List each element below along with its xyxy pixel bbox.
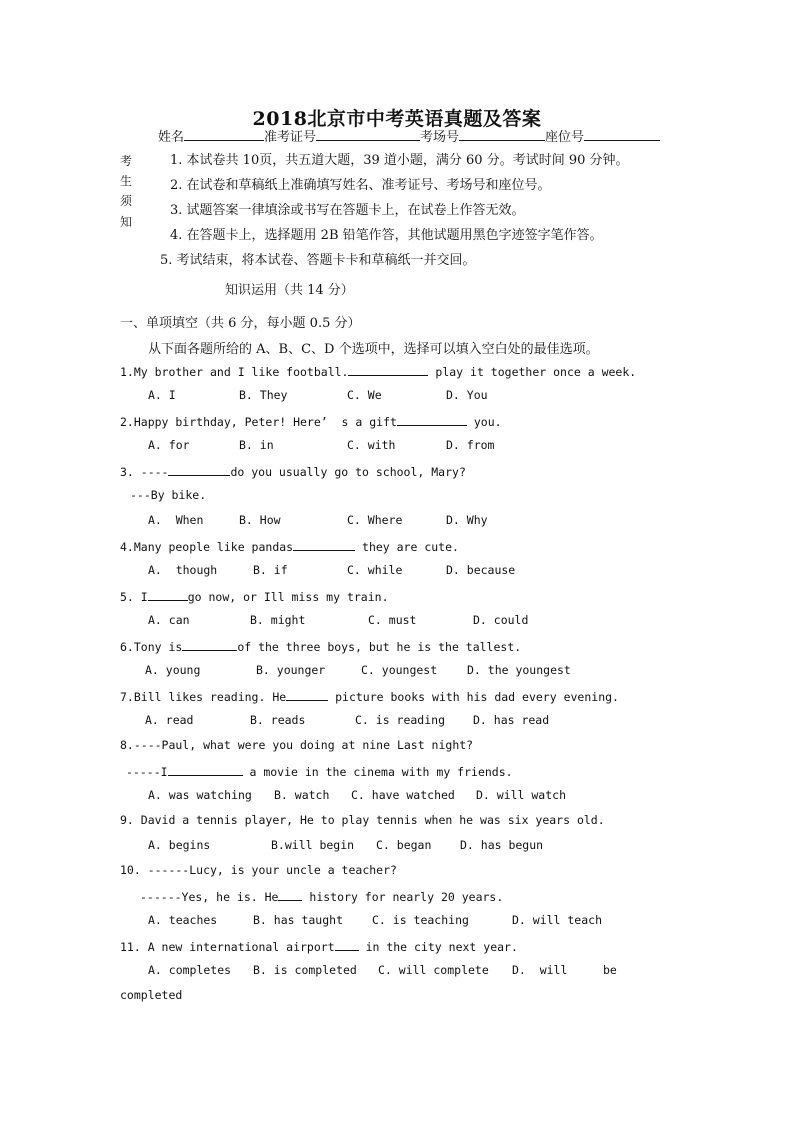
notice-item: 5. 考试结束，将本试卷、答题卡卡和草稿纸一并交回。: [160, 253, 476, 268]
option-a[interactable]: A. When: [148, 513, 204, 527]
page-title: 2018北京市中考英语真题及答案: [252, 108, 542, 130]
answer-blank: [168, 763, 243, 776]
answer-blank: [335, 938, 359, 951]
option-a[interactable]: A. read: [145, 713, 194, 727]
option-d[interactable]: D. will teach: [512, 913, 603, 927]
option-d[interactable]: D. has read: [473, 713, 550, 727]
option-a[interactable]: A. though: [148, 563, 218, 577]
dialogue-reply: ---By bike.: [130, 488, 207, 502]
option-b[interactable]: B. has taught: [253, 913, 344, 927]
option-b[interactable]: B. might: [250, 613, 306, 627]
side-label-char: 生: [120, 174, 133, 188]
question-stem: 2.Happy birthday, Peter! Here’ s a gift you.: [120, 415, 502, 429]
question-stem: 9. David a tennis player, He to play tennis when he was six years old.: [120, 813, 605, 827]
option-c[interactable]: C. must: [368, 613, 417, 627]
question-stem: 10. ------Lucy, is your uncle a teacher?: [120, 863, 397, 877]
room-label: 考场号: [420, 130, 460, 145]
option-d[interactable]: D. the youngest: [467, 663, 571, 677]
option-a[interactable]: A. completes: [148, 963, 232, 977]
question-stem: 7.Bill likes reading. He picture books with his dad every evening.: [120, 690, 619, 704]
option-a[interactable]: A. begins: [148, 838, 211, 852]
side-label-char: 知: [120, 215, 133, 229]
candidate-info-row: [158, 126, 660, 145]
question-stem: 11. A new international airport in the city next year.: [120, 940, 518, 954]
name-blank[interactable]: [184, 127, 264, 141]
question-stem: 5. I go now, or Ill miss my train.: [120, 590, 389, 604]
option-a[interactable]: A. was watching: [148, 788, 252, 802]
option-b[interactable]: B. How: [239, 513, 281, 527]
option-c[interactable]: C. began: [376, 838, 432, 852]
answer-blank: [286, 688, 328, 701]
exam-no-blank[interactable]: [316, 127, 420, 141]
question-stem: 8.----Paul, what were you doing at nine Last night?: [120, 738, 474, 752]
option-d[interactable]: D. could: [473, 613, 529, 627]
side-label-char: 须: [120, 194, 133, 208]
option-d[interactable]: D. Why: [446, 513, 488, 527]
option-b[interactable]: B. They: [239, 388, 288, 402]
option-c[interactable]: C. is reading: [355, 713, 446, 727]
question-stem: 1.My brother and I like football. play it together once a week.: [120, 365, 637, 379]
option-d-wrap: completed: [120, 988, 183, 1002]
option-c[interactable]: C. have watched: [351, 788, 455, 802]
notice-item: 3. 试题答案一律填涂或书写在答题卡上，在试卷上作答无效。: [170, 203, 525, 218]
notice-item: 4. 在答题卡上，选择题用 2B 铅笔作答，其他试题用黑色字迹签字笔作答。: [170, 228, 603, 243]
name-label: 姓名: [158, 130, 185, 145]
option-b[interactable]: B. in: [239, 438, 274, 452]
option-d-continued: be: [603, 963, 617, 977]
option-a[interactable]: A. can: [148, 613, 190, 627]
option-b[interactable]: B. is completed: [253, 963, 357, 977]
option-b[interactable]: B. reads: [250, 713, 306, 727]
option-d[interactable]: D. will: [512, 963, 568, 977]
option-d[interactable]: D. has begun: [460, 838, 544, 852]
question-stem: 3. ---- do you usually go to school, Mary?: [120, 465, 466, 479]
answer-blank: [278, 888, 302, 901]
part-heading: 一、单项填空（共 6 分，每小题 0.5 分）: [120, 316, 361, 331]
side-label-char: 考: [120, 154, 133, 168]
option-d[interactable]: D. You: [446, 388, 488, 402]
room-blank[interactable]: [459, 127, 545, 141]
option-d[interactable]: D. because: [446, 563, 516, 577]
option-c[interactable]: C. Where: [347, 513, 403, 527]
notice-item: 2. 在试卷和草稿纸上准确填写姓名、准考证号、考场号和座位号。: [170, 178, 551, 193]
section-heading: 知识运用（共 14 分）: [225, 283, 354, 298]
option-a[interactable]: A. for: [148, 438, 190, 452]
answer-blank: [182, 638, 237, 651]
answer-blank: [348, 363, 428, 376]
option-b[interactable]: B.will begin: [271, 838, 355, 852]
option-c[interactable]: C. youngest: [361, 663, 438, 677]
option-a[interactable]: A. I: [148, 388, 176, 402]
question-stem: 4.Many people like pandas they are cute.: [120, 540, 459, 554]
seat-label: 座位号: [545, 130, 585, 145]
option-a[interactable]: A. teaches: [148, 913, 218, 927]
option-b[interactable]: B. younger: [256, 663, 326, 677]
option-b[interactable]: B. watch: [274, 788, 330, 802]
option-c[interactable]: C. will complete: [378, 963, 489, 977]
option-a[interactable]: A. young: [145, 663, 201, 677]
option-c[interactable]: C. We: [347, 388, 382, 402]
instruction-text: 从下面各题所给的 A、B、C、D 个选项中，选择可以填入空白处的最佳选项。: [148, 342, 599, 357]
dialogue-reply: -----I a movie in the cinema with my friends.: [126, 765, 513, 779]
option-c[interactable]: C. with: [347, 438, 396, 452]
exam-no-label: 准考证号: [264, 130, 317, 145]
notice-item: 1. 本试卷共 10页，共五道大题，39 道小题，满分 60 分。考试时间 90 分钟。: [170, 153, 629, 168]
seat-blank[interactable]: [584, 127, 660, 141]
option-d[interactable]: D. will watch: [476, 788, 567, 802]
answer-blank: [397, 413, 467, 426]
option-c[interactable]: C. while: [347, 563, 403, 577]
option-d[interactable]: D. from: [446, 438, 495, 452]
option-b[interactable]: B. if: [253, 563, 288, 577]
answer-blank: [293, 538, 355, 551]
answer-blank: [168, 463, 230, 476]
dialogue-reply: ------Yes, he is. He history for nearly 20 years.: [140, 890, 504, 904]
option-c[interactable]: C. is teaching: [372, 913, 469, 927]
answer-blank: [148, 588, 188, 601]
question-stem: 6.Tony is of the three boys, but he is the tallest.: [120, 640, 522, 654]
